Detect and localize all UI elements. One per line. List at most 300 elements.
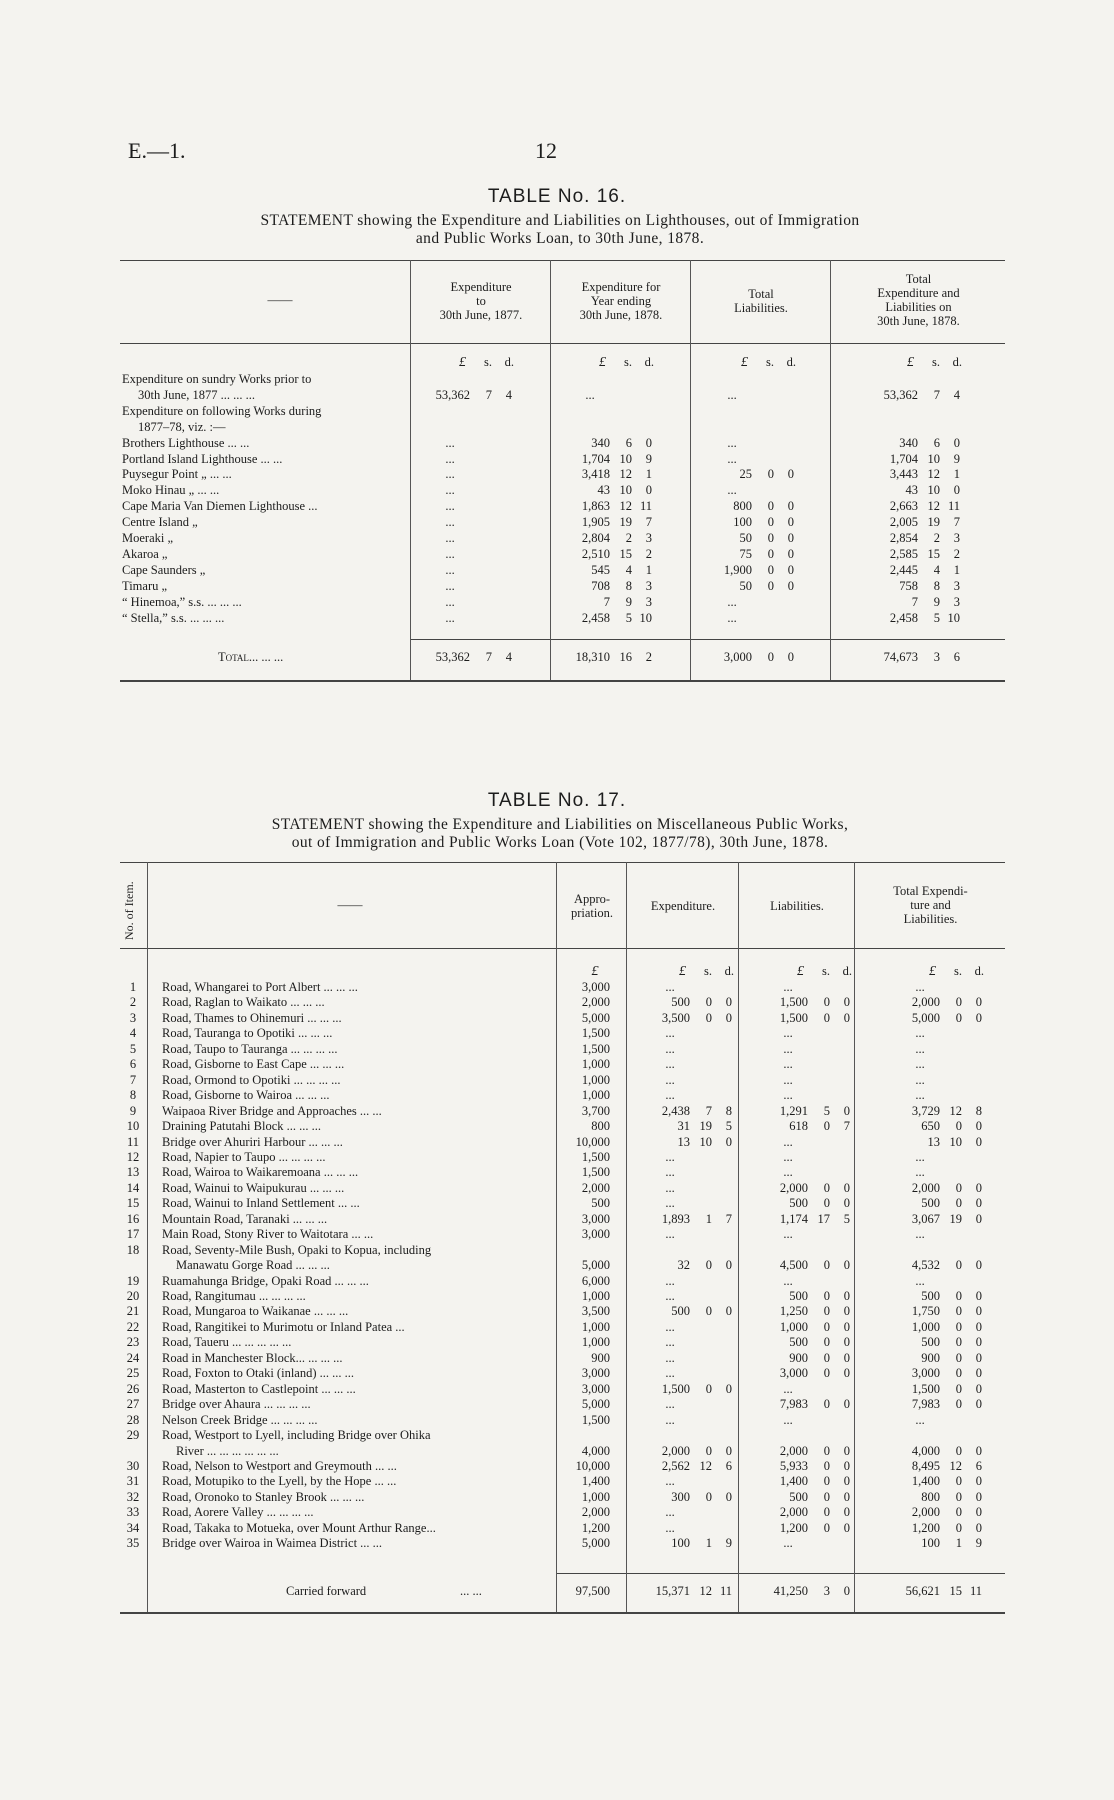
t17-exp-dots: ... <box>665 1180 675 1195</box>
t17-total-pounds: 2,000 <box>911 1180 940 1195</box>
t17-exp-dots: ... <box>665 1397 675 1412</box>
t16-c4-shillings: 6 <box>933 435 940 450</box>
t16-row <box>0 579 1114 595</box>
t17-approp: 1,000 <box>581 1335 610 1350</box>
t17-liab-shillings: 0 <box>823 1010 830 1025</box>
t16-top-rule <box>120 260 1005 261</box>
t17-item-number: 30 <box>126 1458 140 1473</box>
t16-c4-pence: 3 <box>953 594 960 609</box>
t17-exp-pence: 0 <box>725 1443 732 1458</box>
t17-liab-dots: ... <box>783 1273 793 1288</box>
t17-carried-liab-pence: 0 <box>843 1584 850 1598</box>
t16-row-label: Timaru „ <box>122 578 168 593</box>
t16-c4-shillings: 5 <box>933 610 940 625</box>
t16-unit-s-1: s. <box>624 355 632 369</box>
t17-row-label: Road, Whangarei to Port Albert ... ... ... <box>162 980 358 994</box>
t16-row-label: 30th June, 1877 ... ... ... <box>138 387 256 402</box>
t17-total-shillings: 0 <box>955 1474 962 1489</box>
t17-exp-pounds: 31 <box>677 1119 690 1134</box>
t17-total-pence: 0 <box>975 1350 982 1365</box>
t16-c4-pounds: 53,362 <box>883 387 918 402</box>
t17-liab-dots: ... <box>783 980 793 994</box>
t17-exp-shillings: 19 <box>699 1119 712 1134</box>
t16-c4-shillings: 12 <box>927 499 940 514</box>
t17-liab-pounds: 500 <box>789 1289 808 1303</box>
t16-c4-pence: 1 <box>953 467 960 482</box>
t16-total-c2-pounds: 18,310 <box>575 650 610 664</box>
t16-row <box>0 436 1114 452</box>
t17-row <box>0 1459 1114 1475</box>
t16-c4-pounds: 2,005 <box>889 515 918 530</box>
t17-liab-dots: ... <box>783 1041 793 1056</box>
t17-liab-pence: 0 <box>843 1103 850 1118</box>
t16-total-c3-pence: 0 <box>787 650 794 664</box>
t17-total-shillings: 0 <box>955 1350 962 1365</box>
t17-approp: 1,500 <box>581 1412 610 1427</box>
t17-row <box>0 1042 1114 1058</box>
t17-item-number: 25 <box>126 1366 140 1381</box>
t16-row <box>0 595 1114 611</box>
t17-liab-pounds: 1,200 <box>779 1520 808 1535</box>
t17-exp-pence: 7 <box>725 1211 732 1226</box>
t16-row-label: Brothers Lighthouse ... ... <box>122 435 250 450</box>
t17-row-label: Road, Taueru ... ... ... ... ... <box>162 1335 292 1350</box>
t17-liab-pounds: 7,983 <box>779 1397 808 1412</box>
t17-total-pence: 0 <box>975 1119 982 1134</box>
t17-liab-dots: ... <box>783 1057 793 1072</box>
t16-row-label: “ Stella,” s.s. ... ... ... <box>122 610 225 625</box>
t17-total-pence: 0 <box>975 1304 982 1319</box>
t16-c4-shillings: 9 <box>933 594 940 609</box>
t16-total-c4-shillings: 3 <box>933 650 940 664</box>
t17-liab-pence: 0 <box>843 1010 850 1025</box>
t17-exp-pence: 0 <box>725 1381 732 1396</box>
t16-head-col2-l2: Year ending <box>590 294 652 308</box>
t17-liab-dots: ... <box>783 1026 793 1041</box>
t17-total-pence: 0 <box>975 1381 982 1396</box>
t17-row <box>0 1444 1114 1460</box>
t17-liab-shillings: 0 <box>823 1319 830 1334</box>
t17-unit-d-2: d. <box>974 964 984 978</box>
t16-c4-pence: 9 <box>953 451 960 466</box>
t16-head-col4 <box>832 272 1005 328</box>
t17-total-dots: ... <box>915 1041 925 1056</box>
t17-exp-dots: ... <box>665 1273 675 1288</box>
t17-liab-shillings: 0 <box>823 1196 830 1211</box>
t17-approp: 1,500 <box>581 1026 610 1041</box>
t17-row-label: River ... ... ... ... ... ... <box>176 1443 279 1458</box>
t17-total-pence: 0 <box>975 1211 982 1226</box>
t17-row-label: Road, Seventy-Mile Bush, Opaki to Kopua, including <box>162 1242 432 1257</box>
t17-liab-pence: 5 <box>843 1211 850 1226</box>
t17-row <box>0 1274 1114 1290</box>
t17-row-label: Road, Napier to Taupo ... ... ... ... <box>162 1149 326 1164</box>
t17-total-pence: 9 <box>975 1536 982 1551</box>
t17-total-pence: 6 <box>975 1458 982 1473</box>
t16-c2-pence: 10 <box>639 610 652 625</box>
t17-exp-shillings: 0 <box>705 1381 712 1396</box>
t17-liab-shillings: 0 <box>823 1180 830 1195</box>
t16-total-row <box>0 650 1114 666</box>
t16-c3-pence: 0 <box>787 531 794 545</box>
t16-c4-pence: 4 <box>953 387 960 402</box>
t17-liab-pence: 0 <box>843 1180 850 1195</box>
t17-item-number: 15 <box>126 1196 140 1211</box>
t17-approp: 1,500 <box>581 1149 610 1164</box>
t16-c2-pounds: 1,863 <box>581 499 610 514</box>
t17-approp: 1,400 <box>581 1474 610 1489</box>
t17-total-shillings: 0 <box>955 1119 962 1134</box>
t17-approp: 1,000 <box>581 1289 610 1303</box>
t17-exp-pence: 0 <box>725 1134 732 1149</box>
t17-item-number: 21 <box>126 1304 140 1319</box>
t17-item-number: 19 <box>126 1273 140 1288</box>
t17-head-total-l1: Total Expendi- <box>893 884 968 898</box>
t17-unit-s-1: s. <box>822 964 830 978</box>
t17-row-label: Road, Nelson to Westport and Greymouth ... ... <box>162 1458 397 1473</box>
t17-row-label: Road, Takaka to Motueka, over Mount Arthur Range... <box>162 1520 436 1535</box>
t17-head-total-l3: Liabilities. <box>903 912 958 926</box>
t16-c2-pence: 7 <box>645 515 652 530</box>
t16-row <box>0 452 1114 468</box>
t16-row <box>0 611 1114 627</box>
t16-c2-pounds: 3,418 <box>581 467 610 482</box>
t17-liab-pounds: 1,500 <box>779 1010 808 1025</box>
t17-exp-pence: 0 <box>725 1489 732 1504</box>
t17-row-label: Road, Motupiko to the Lyell, by the Hope ... ... <box>162 1474 397 1489</box>
t17-liab-pounds: 2,000 <box>779 1505 808 1520</box>
t17-item-number: 31 <box>126 1474 140 1489</box>
t17-row-label: Mountain Road, Taranaki ... ... ... <box>162 1211 328 1226</box>
t17-item-number: 20 <box>126 1289 140 1303</box>
t17-liab-shillings: 0 <box>823 1289 830 1303</box>
t16-c2-pence: 1 <box>645 467 652 482</box>
t17-row <box>0 1165 1114 1181</box>
t17-exp-dots: ... <box>665 1474 675 1489</box>
t17-total-pounds: 3,729 <box>911 1103 940 1118</box>
t17-item-number: 29 <box>126 1428 140 1443</box>
t16-c3-shillings: 0 <box>767 467 774 482</box>
t17-item-number: 16 <box>126 1211 140 1226</box>
t16-c3-dots: ... <box>727 451 737 466</box>
t17-exp-shillings: 0 <box>705 1443 712 1458</box>
t16-c1-dots: ... <box>445 483 455 498</box>
t16-unit-s-3: s. <box>932 355 940 369</box>
t16-c1-dots: ... <box>445 451 455 466</box>
t16-c2-pence: 3 <box>645 594 652 609</box>
t17-approp: 3,000 <box>581 980 610 994</box>
t17-liab-dots: ... <box>783 1227 793 1242</box>
t16-c1-dots: ... <box>445 435 455 450</box>
t17-approp: 2,000 <box>581 1180 610 1195</box>
t17-total-shillings: 0 <box>955 1381 962 1396</box>
t16-c1-dots: ... <box>445 531 455 545</box>
t17-approp: 5,000 <box>581 1536 610 1551</box>
t17-row <box>0 1258 1114 1274</box>
t16-unit-d-3: d. <box>952 355 962 369</box>
t16-c3-dots: ... <box>727 387 737 402</box>
t16-total-c2-pence: 2 <box>645 650 652 664</box>
t17-exp-dots: ... <box>665 1505 675 1520</box>
t16-total-c1-pounds: 53,362 <box>435 650 470 664</box>
t17-item-number: 18 <box>126 1242 140 1257</box>
t16-c2-pounds: 545 <box>591 562 610 577</box>
t16-unit-pound-1: £ <box>599 355 606 370</box>
t16-c2-pence: 2 <box>645 546 652 561</box>
t17-total-shillings: 1 <box>955 1536 962 1551</box>
t17-total-pounds: 800 <box>921 1489 940 1504</box>
t16-c1-dots: ... <box>445 467 455 482</box>
t17-row <box>0 1057 1114 1073</box>
t16-c2-shillings: 15 <box>619 546 632 561</box>
t17-total-pence: 0 <box>975 1335 982 1350</box>
t17-liab-shillings: 0 <box>823 1397 830 1412</box>
t17-total-pounds: 1,000 <box>911 1319 940 1334</box>
t17-exp-shillings: 0 <box>705 1489 712 1504</box>
t17-exp-shillings: 0 <box>705 1010 712 1025</box>
t17-row <box>0 1181 1114 1197</box>
t17-total-pence: 0 <box>975 1319 982 1334</box>
t17-exp-pence: 8 <box>725 1103 732 1118</box>
t17-row <box>0 1320 1114 1336</box>
t16-row <box>0 372 1114 388</box>
t17-liab-pence: 0 <box>843 1319 850 1334</box>
t17-liab-pence: 0 <box>843 1458 850 1473</box>
t17-liab-pence: 0 <box>843 1289 850 1303</box>
t17-row <box>0 1227 1114 1243</box>
t17-liab-pounds: 2,000 <box>779 1180 808 1195</box>
t17-total-pence: 0 <box>975 1366 982 1381</box>
t17-liab-pounds: 1,400 <box>779 1474 808 1489</box>
t17-carried-total-pence: 11 <box>969 1584 982 1598</box>
t17-exp-pence: 0 <box>725 1258 732 1273</box>
t17-liab-dots: ... <box>783 1412 793 1427</box>
t17-row-label: Road, Tauranga to Opotiki ... ... ... <box>162 1026 333 1041</box>
t17-total-dots: ... <box>915 1165 925 1180</box>
t17-item-number: 26 <box>126 1381 140 1396</box>
t17-item-number: 34 <box>126 1520 140 1535</box>
t17-row <box>0 1243 1114 1259</box>
t16-total-label: Total... ... ... <box>218 650 284 664</box>
t17-approp: 10,000 <box>575 1458 610 1473</box>
t17-total-dots: ... <box>915 1072 925 1087</box>
t16-row <box>0 515 1114 531</box>
t17-item-number: 7 <box>129 1072 137 1087</box>
t17-head-approp <box>558 892 626 920</box>
t16-c4-pence: 2 <box>953 546 960 561</box>
t16-c4-pence: 3 <box>953 531 960 545</box>
t17-total-pence: 0 <box>975 1474 982 1489</box>
t16-c3-pounds: 800 <box>733 499 752 514</box>
t17-liab-pounds: 500 <box>789 1335 808 1350</box>
t16-c2-pence: 0 <box>645 435 652 450</box>
t17-approp: 5,000 <box>581 1397 610 1412</box>
t17-total-dots: ... <box>915 1273 925 1288</box>
t17-row-label: Road, Taupo to Tauranga ... ... ... ... <box>162 1041 338 1056</box>
t17-total-shillings: 0 <box>955 995 962 1010</box>
t16-head-col1-l3: 30th June, 1877. <box>439 308 523 322</box>
t16-c4-pounds: 2,854 <box>889 531 918 545</box>
t17-item-number: 24 <box>126 1350 140 1365</box>
t17-head-exp: Expenditure. <box>650 899 716 913</box>
t17-exp-pence: 0 <box>725 1010 732 1025</box>
table17-caption-1: STATEMENT showing the Expenditure and Liabilities on Miscellaneous Public Works, <box>271 816 849 833</box>
t17-approp: 500 <box>591 1196 610 1211</box>
t17-item-number: 23 <box>126 1335 140 1350</box>
t16-c1-dots: ... <box>445 610 455 625</box>
t17-exp-dots: ... <box>665 1350 675 1365</box>
t16-c4-pence: 0 <box>953 483 960 498</box>
t17-approp: 3,000 <box>581 1366 610 1381</box>
t17-row-label: Road, Masterton to Castlepoint ... ... ... <box>162 1381 356 1396</box>
t16-row <box>0 547 1114 563</box>
t16-c3-pounds: 50 <box>739 578 752 593</box>
table17-title: TABLE No. 17. <box>487 790 627 811</box>
t16-c3-pence: 0 <box>787 499 794 514</box>
t17-liab-pounds: 5,933 <box>779 1458 808 1473</box>
t16-c1-dots: ... <box>445 594 455 609</box>
t17-row <box>0 1135 1114 1151</box>
t16-c2-shillings: 2 <box>625 531 632 545</box>
t17-approp: 1,200 <box>581 1520 610 1535</box>
t17-exp-dots: ... <box>665 1289 675 1303</box>
t17-total-shillings: 0 <box>955 1180 962 1195</box>
t17-total-pounds: 1,750 <box>911 1304 940 1319</box>
t16-c3-pounds: 25 <box>739 467 752 482</box>
t17-item-number: 13 <box>126 1165 140 1180</box>
t17-row-label: Road, Wainui to Inland Settlement ... ... <box>162 1196 360 1211</box>
t16-c4-pounds: 2,663 <box>889 499 918 514</box>
t17-exp-pence: 0 <box>725 1304 732 1319</box>
t17-item-number: 33 <box>126 1505 140 1520</box>
t17-liab-shillings: 0 <box>823 1458 830 1473</box>
t17-liab-shillings: 0 <box>823 995 830 1010</box>
t16-c3-shillings: 0 <box>767 531 774 545</box>
t17-total-pence: 0 <box>975 1258 982 1273</box>
t17-total-shillings: 0 <box>955 1289 962 1303</box>
t16-c4-shillings: 4 <box>933 562 940 577</box>
t17-unit-s-0: s. <box>704 964 712 978</box>
t17-total-pounds: 1,200 <box>911 1520 940 1535</box>
t17-liab-dots: ... <box>783 1149 793 1164</box>
t17-liab-pounds: 1,174 <box>779 1211 808 1226</box>
t17-row-label: Manawatu Gorge Road ... ... ... <box>176 1258 330 1273</box>
t17-exp-pence: 5 <box>725 1119 732 1134</box>
t16-head-dash: —— <box>267 293 293 307</box>
t17-row-label: Road, Ormond to Opotiki ... ... ... ... <box>162 1072 341 1087</box>
t16-c2-pounds: 1,905 <box>581 515 610 530</box>
t16-c2-dots: ... <box>585 387 595 402</box>
t16-c4-pounds: 758 <box>899 578 918 593</box>
t17-total-shillings: 12 <box>949 1458 962 1473</box>
t17-item-number: 32 <box>126 1489 140 1504</box>
t17-total-shillings: 19 <box>949 1211 962 1226</box>
t17-row <box>0 1351 1114 1367</box>
t17-total-pence: 0 <box>975 1010 982 1025</box>
t17-item-number: 5 <box>129 1041 137 1056</box>
t17-carried-row <box>0 1584 1114 1600</box>
t17-liab-shillings: 0 <box>823 1520 830 1535</box>
t17-exp-pence: 9 <box>725 1536 732 1551</box>
t17-liab-dots: ... <box>783 1134 793 1149</box>
t17-liab-dots: ... <box>783 1088 793 1103</box>
t17-liab-pounds: 618 <box>789 1119 808 1134</box>
t17-carried-dots: ... ... <box>460 1584 482 1598</box>
t17-exp-pounds: 1,500 <box>661 1381 690 1396</box>
t17-item-number: 28 <box>126 1412 140 1427</box>
t17-liab-shillings: 0 <box>823 1489 830 1504</box>
t17-row-label: Bridge over Ahuriri Harbour ... ... ... <box>162 1134 343 1149</box>
t17-header-rule <box>120 948 1005 949</box>
t17-liab-pence: 0 <box>843 1366 850 1381</box>
t17-exp-shillings: 12 <box>699 1458 712 1473</box>
t16-c2-shillings: 4 <box>625 562 632 577</box>
t17-approp: 5,000 <box>581 1010 610 1025</box>
t16-c3-pounds: 50 <box>739 531 752 545</box>
t16-c4-pounds: 1,704 <box>889 451 918 466</box>
t17-row <box>0 1026 1114 1042</box>
t17-exp-pounds: 300 <box>671 1489 690 1504</box>
t17-unit-s-2: s. <box>954 964 962 978</box>
t16-unit-pound-2: £ <box>741 355 748 370</box>
t17-exp-dots: ... <box>665 1088 675 1103</box>
t16-c1-dots: ... <box>445 546 455 561</box>
t17-unit-approp: £ <box>591 964 599 979</box>
t17-row-label: Bridge over Wairoa in Waimea District ... ... <box>162 1536 383 1551</box>
t16-head-col4-l1: Total <box>905 272 932 286</box>
t17-exp-dots: ... <box>665 1335 675 1350</box>
t16-row <box>0 404 1114 420</box>
t17-carried-liab-shillings: 3 <box>823 1584 830 1598</box>
t17-total-pounds: 650 <box>921 1119 940 1134</box>
t17-row-label: Road, Rangitikei to Murimotu or Inland Patea ... <box>162 1319 405 1334</box>
t16-c2-pounds: 7 <box>603 594 610 609</box>
t17-total-pounds: 1,500 <box>911 1381 940 1396</box>
t16-total-c1-shillings: 7 <box>485 650 492 664</box>
t17-exp-dots: ... <box>665 1057 675 1072</box>
t17-total-shillings: 0 <box>955 1366 962 1381</box>
t17-row-label: Draining Patutahi Block ... ... ... <box>162 1119 322 1134</box>
t16-row <box>0 531 1114 547</box>
t17-total-shillings: 0 <box>955 1443 962 1458</box>
t17-exp-pounds: 2,562 <box>661 1458 690 1473</box>
t16-c4-pence: 3 <box>953 578 960 593</box>
table17-caption-2: out of Immigration and Public Works Loan (Vote 102, 1877/78), 30th June, 1878. <box>291 834 829 851</box>
t16-c4-shillings: 2 <box>933 531 940 545</box>
t17-row-label: Road, Gisborne to East Cape ... ... ... <box>162 1057 345 1072</box>
t16-row-label: Moeraki „ <box>122 531 174 545</box>
t17-exp-pounds: 13 <box>677 1134 690 1149</box>
t17-liab-shillings: 0 <box>823 1505 830 1520</box>
t16-c3-dots: ... <box>727 483 737 498</box>
t16-total-c3-shillings: 0 <box>767 650 774 664</box>
t16-head-col2-l3: 30th June, 1878. <box>579 308 663 322</box>
t17-carried-exp-shillings: 12 <box>699 1584 712 1598</box>
t16-c3-shillings: 0 <box>767 546 774 561</box>
table16-caption-2: and Public Works Loan, to 30th June, 1878. <box>415 230 705 247</box>
t17-unit-pound-1: £ <box>797 964 804 979</box>
t17-row <box>0 1088 1114 1104</box>
t17-row-label: Road, Wainui to Waipukurau ... ... ... <box>162 1180 345 1195</box>
t17-item-number: 12 <box>126 1149 140 1164</box>
t17-row-label: Ruamahunga Bridge, Opaki Road ... ... ... <box>162 1273 369 1288</box>
t17-total-pounds: 500 <box>921 1196 940 1211</box>
t17-bottom-rule <box>120 1612 1005 1614</box>
t17-exp-dots: ... <box>665 1412 675 1427</box>
t16-row-label: Puysegur Point „ ... ... <box>122 467 232 482</box>
t16-c2-pounds: 43 <box>597 483 610 498</box>
t17-row <box>0 1521 1114 1537</box>
